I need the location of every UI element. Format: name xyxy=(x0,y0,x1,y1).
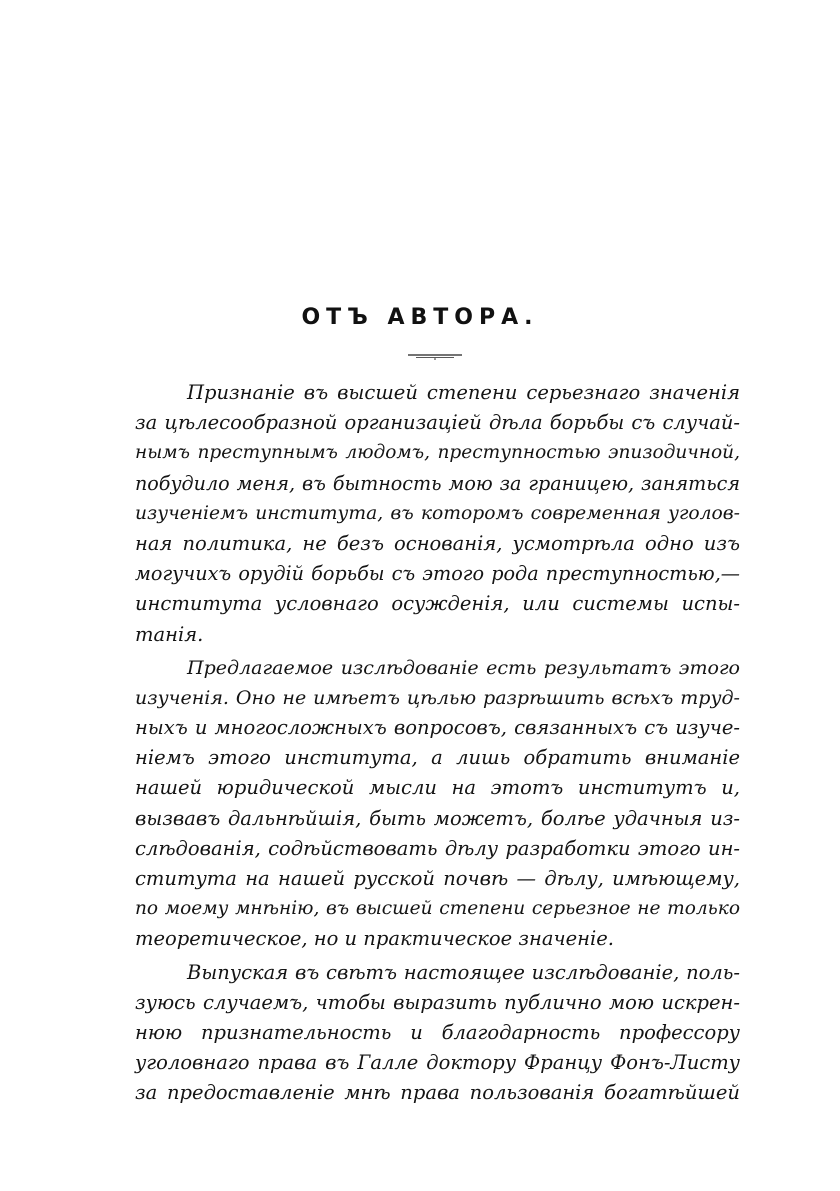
page-heading: ОТЪ АВТОРА. xyxy=(301,305,539,330)
text-line: побудило меня, въ бытность мою за границею, заняться xyxy=(135,471,740,495)
text-line: ныхъ и многосложныхъ вопросовъ, связанныхъ съ изуче- xyxy=(135,716,740,740)
text-line: танія. xyxy=(135,622,204,646)
paragraph-3 xyxy=(135,958,740,1109)
heading-ornament xyxy=(408,352,462,360)
text-line: изученіемъ института, въ которомъ современная уголов- xyxy=(135,502,740,524)
text-line: института условнаго осужденія, или системы испы- xyxy=(135,592,740,616)
text-line: уголовнаго права въ Галле доктору Францу Фонъ-Листу xyxy=(135,1051,740,1075)
text-line: Признаніе въ высшей степени серьезнаго значенія xyxy=(187,381,740,404)
text-line: по моему мнѣнію, въ высшей степени серьезное не только xyxy=(135,898,740,920)
text-line: нымъ преступнымъ людомъ, преступностью эпизодичной, xyxy=(135,442,740,464)
text-line: теоретическое, но и практическое значеніе. xyxy=(135,927,614,951)
text-line: изученія. Оно не имѣетъ цѣлью разрѣшить всѣхъ труд- xyxy=(135,686,740,709)
text-line: зуюсь случаемъ, чтобы выразить публично мою искрен- xyxy=(135,990,740,1014)
body-text xyxy=(135,378,740,1112)
text-line: Выпуская въ свѣтъ настоящее изслѣдованіе, поль- xyxy=(187,960,740,984)
text-line: ная политика, не безъ основанія, усмотрѣла одно изъ xyxy=(135,531,740,555)
text-line: ститута на нашей русской почвѣ — дѣлу, имѣющему, xyxy=(135,867,740,890)
text-line: ніемъ этого института, а лишь обратить вниманіе xyxy=(135,746,740,770)
paragraph-2 xyxy=(135,653,740,955)
text-line: нашей юридической мысли на этотъ институтъ и, xyxy=(135,776,740,800)
paragraph-1 xyxy=(135,378,740,650)
text-line: за цѣлесообразной организаціей дѣла борьбы съ случай- xyxy=(135,411,740,435)
text-line: могучихъ орудій борьбы съ этого рода преступностью,— xyxy=(135,562,740,586)
text-line: Предлагаемое изслѣдованіе есть результатъ этого xyxy=(187,656,740,679)
text-line: за предоставленіе мнѣ права пользованія богатѣйшей xyxy=(135,1081,740,1105)
text-line: нюю признательность и благодарность профессору xyxy=(135,1020,740,1044)
text-line: слѣдованія, содѣйствовать дѣлу разработки этого ин- xyxy=(135,836,740,860)
text-line: вызвавъ дальнѣйшія, быть можетъ, болѣе удачныя из- xyxy=(135,806,740,830)
